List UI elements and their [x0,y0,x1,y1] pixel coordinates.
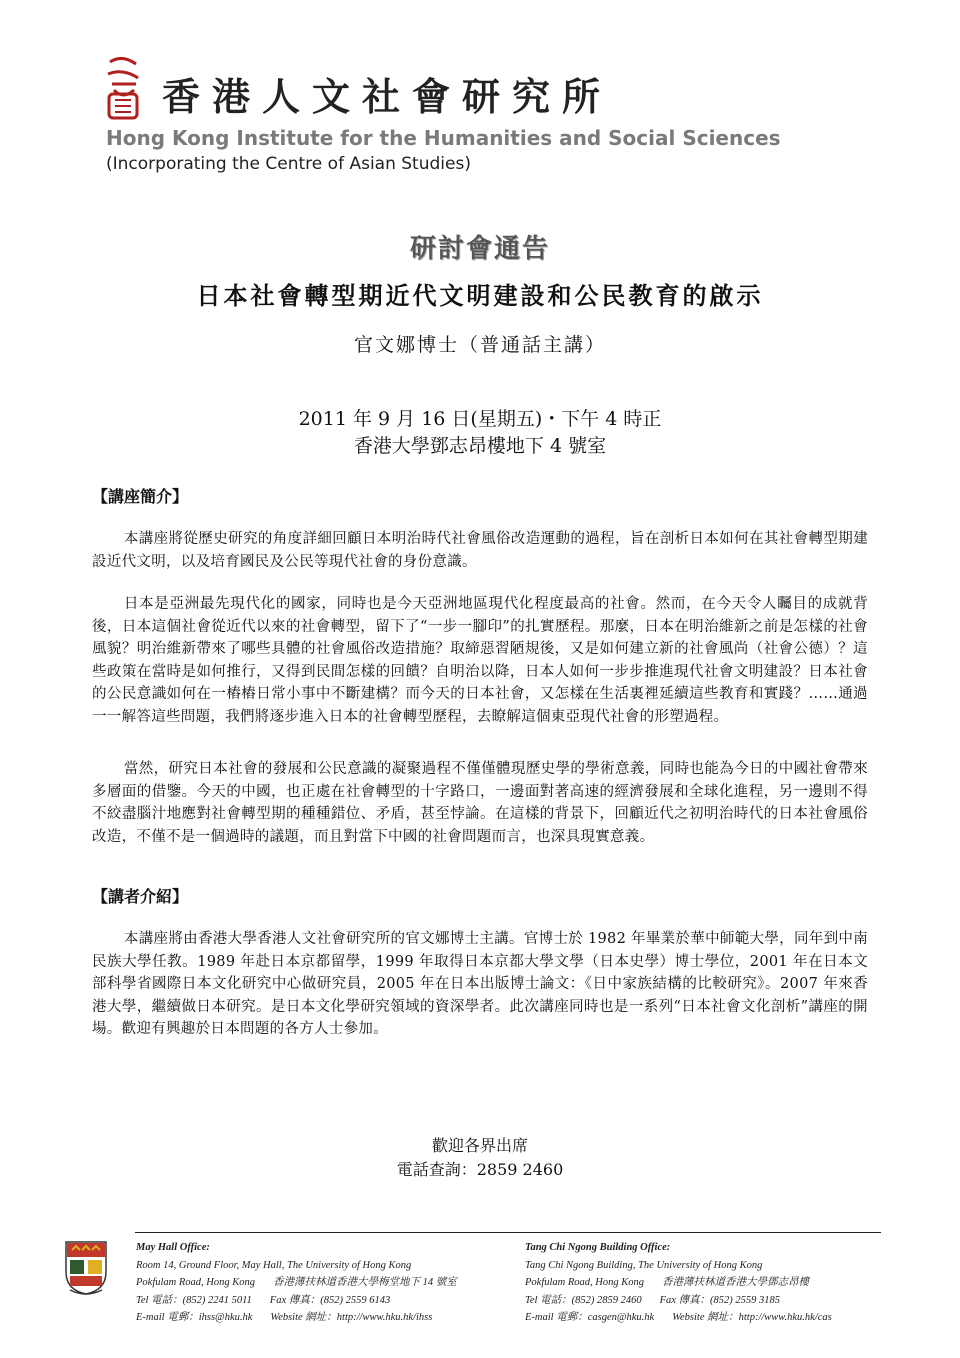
tcn-email[interactable]: E-mail 電郵：casgen@hku.hk [525,1312,655,1323]
speaker-intro-paragraph: 本講座將由香港大學香港人文社會研究所的官文娜博士主講。官博士於 1982 年畢業於華中師範大學，同年到中南民族大學任教。1989 年赴日本京都留學，1999 年取得日本京都大學文學（日本史學）博士學位，2001 年在日本文部科學省國際日本文化研究中心做研究員，2005 年在日本出版博士論文：《日中家族結構的比較研究》。2007 年來香港大學，繼續做日本研究。是日本文化學研究領域的資深學者。此次講座同時也是一系列“日本社會文化剖析”講座的開場。歡迎有興趣於日本問題的各方人士參加。 [92,931,868,1038]
may-hall-address: Room 14, Ground Floor, May Hall, The University of Hong Kong [136,1259,412,1271]
enquiry-phone: 電話查詢：2859 2460 [396,1160,564,1179]
may-hall-road: Pokfulam Road, Hong Kong [136,1277,255,1288]
tcn-fax: Fax 傳真：(852) 2559 3185 [659,1294,781,1306]
tcn-tel: Tel 電話：(852) 2859 2460 [525,1294,642,1306]
closing-block [0,1134,960,1182]
event-venue: 香港大學鄧志昂樓地下 4 號室 [353,435,607,457]
lecture-intro-heading: 【講座簡介】 [92,487,189,506]
tcn-heading: Tang Chi Ngong Building Office: [525,1242,671,1253]
event-details [0,406,960,460]
lecture-intro-paragraph: 當然，研究日本社會的發展和公民意識的凝聚過程不僅僅體現歷史學的學術意義，同時也能為今日的中國社會帶來多層面的借鑒。今天的中國，也正處在社會轉型的十字路口，一邊面對著高速的經濟發展和全球化進程，另一邊則不得不絞盡腦汁地應對社會轉型期的種種錯位、矛盾，甚至悖論。在這樣的背景下，回顧近代之初明治時代的日本社會風俗改造，不僅不是一個過時的議題，而且對當下中國的社會問題而言，也深具現實意義。 [92,761,868,845]
may-hall-website[interactable]: Website 網址：http://www.hku.hk/ihss [270,1312,433,1323]
may-hall-email[interactable]: E-mail 電郵：ihss@hku.hk [136,1312,253,1323]
lecture-intro-paragraph: 本講座將從歷史研究的角度詳細回顧日本明治時代社會風俗改造運動的過程，旨在剖析日本如何在其社會轉型期建設近代文明，以及培育國民及公民等現代社會的身份意識。 [92,531,868,570]
speaker-line: 官文娜博士（普通話主講） [353,334,606,356]
lecture-intro-paragraph: 日本是亞洲最先現代化的國家，同時也是今天亞洲地區現代化程度最高的社會。然而，在今天令人矚目的成就背後，日本這個社會從近代以來的社會轉型，留下了“一步一腳印”的扎實歷程。那麼，日本在明治維新之前是怎樣的社會風貌？明治維新帶來了哪些具體的社會風俗改造措施？取締惡習陋規後，又是如何建立新的社會風尚（社會公德）？這些政策在當時是如何推行，又得到民間怎樣的回饋？自明治以降，日本人如何一步步推進現代社會文明建設？日本社會的公民意識如何在一樁樁日常小事中不斷建構？而今天的日本社會，又怎樣在生活裏裡延續這些教育和實踐？……通過一一解答這些問題，我們將逐步進入日本的社會轉型歷程，去瞭解這個東亞現代社會的形塑過程。 [92,596,868,725]
notice-title: 研討會通告 [409,234,550,264]
speaker-intro-heading: 【講者介紹】 [92,887,189,906]
may-hall-fax: Fax 傳真：(852) 2559 6143 [269,1294,391,1306]
institute-name-chinese: 香港人文社會研究所 [162,74,613,119]
institute-seal-icon [100,54,146,122]
institute-subtitle: (Incorporating the Centre of Asian Studies) [106,154,471,174]
tcn-building-office [525,1239,832,1327]
tcn-address: Tang Chi Ngong Building, The University of Hong Kong [525,1259,763,1271]
may-hall-tel: Tel 電話：(852) 2241 5011 [136,1294,252,1306]
seminar-title: 日本社會轉型期近代文明建設和公民教育的啟示 [196,281,764,310]
tcn-website[interactable]: Website 網址：http://www.hku.hk/cas [672,1312,832,1323]
welcome-text: 歡迎各界出席 [431,1136,528,1155]
footer-divider [135,1232,881,1233]
event-datetime: 2011 年 9 月 16 日(星期五)・下午 4 時正 [298,408,662,430]
tcn-road: Pokfulam Road, Hong Kong [525,1277,644,1288]
may-hall-office [136,1239,457,1327]
may-hall-address-cn: 香港薄扶林道香港大學梅堂地下 14 號室 [273,1277,457,1288]
institute-name-english: Hong Kong Institute for the Humanities and Social Sciences [106,126,781,150]
tcn-address-cn: 香港薄扶林道香港大學鄧志昂樓 [662,1277,809,1288]
may-hall-heading: May Hall Office: [136,1242,210,1253]
hku-crest-icon [64,1240,108,1296]
